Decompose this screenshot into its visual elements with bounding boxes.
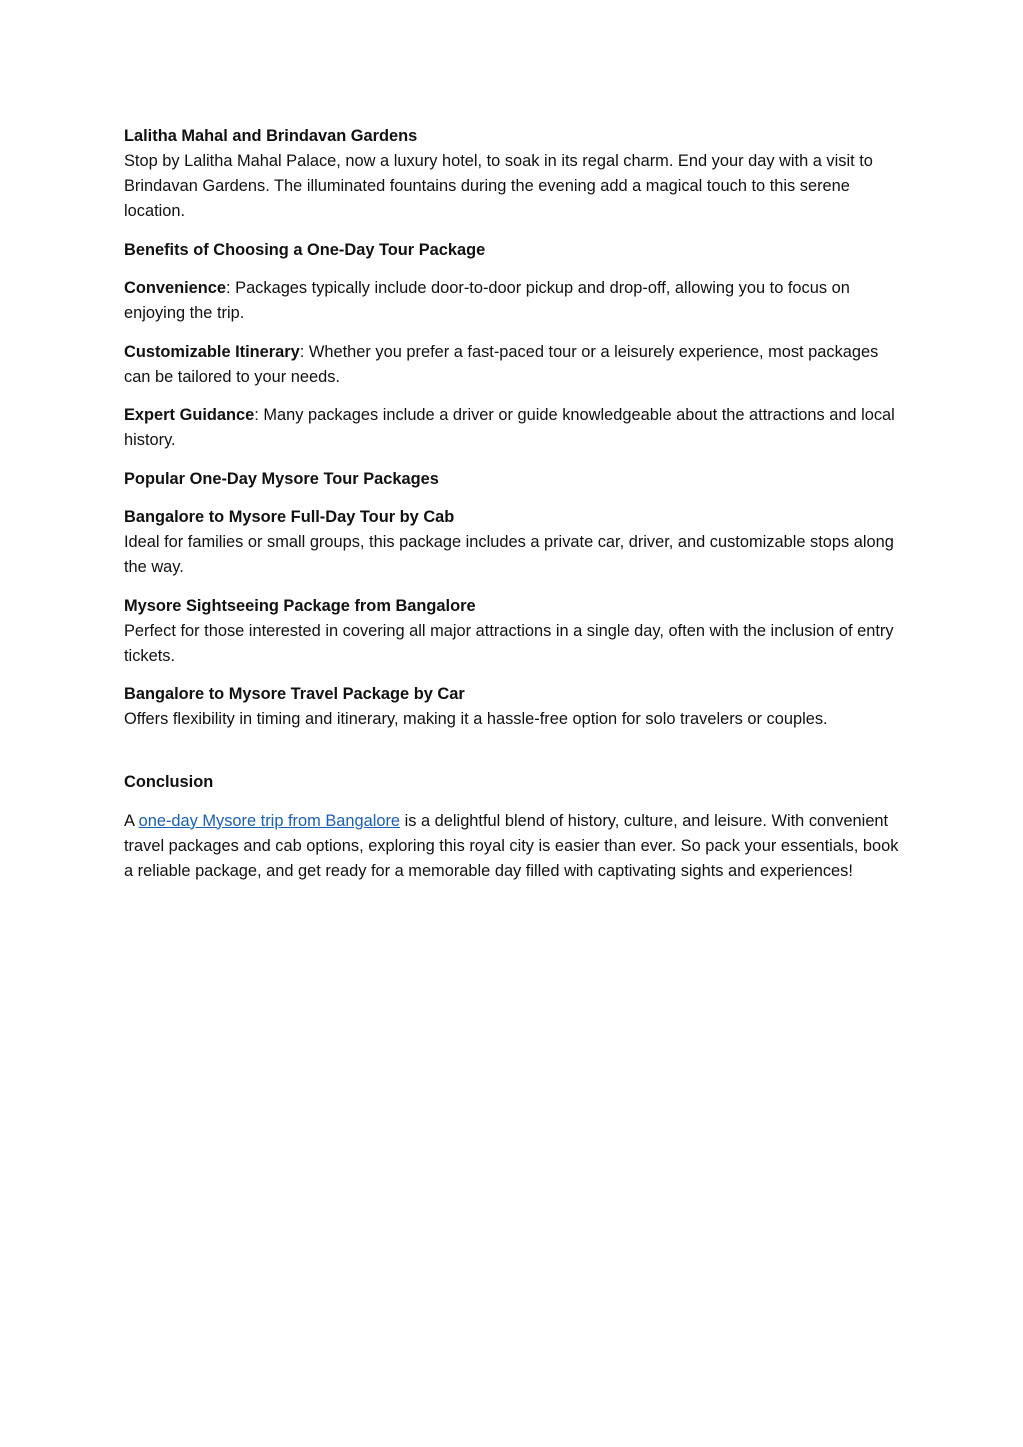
benefit-text: : Packages typically include door-to-door pickup and drop-off, allowing you to focus on enjoying the trip. — [124, 279, 850, 322]
package-title: Bangalore to Mysore Full-Day Tour by Cab — [124, 508, 455, 526]
conclusion-body — [124, 809, 899, 884]
benefit-text: : Many packages include a driver or guide knowledgeable about the attractions and local history. — [124, 406, 895, 449]
package-title: Bangalore to Mysore Travel Package by Car — [124, 685, 465, 703]
package-text: Ideal for families or small groups, this package includes a private car, driver, and customizable stops along the way. — [124, 533, 894, 576]
benefit-item — [124, 340, 899, 390]
benefit-item — [124, 403, 899, 453]
package-text: Perfect for those interested in covering all major attractions in a single day, often with the inclusion of entry tickets. — [124, 621, 894, 665]
package-text: Offers flexibility in timing and itinerary, making it a hassle-free option for solo travelers or couples. — [124, 710, 828, 728]
section-heading: Lalitha Mahal and Brindavan Gardens — [124, 127, 418, 145]
benefit-item — [124, 276, 899, 326]
benefit-term: Expert Guidance — [124, 406, 255, 424]
document-page — [124, 124, 899, 884]
package-item — [124, 505, 899, 580]
benefit-term: Customizable Itinerary — [124, 342, 300, 361]
conclusion-heading: Conclusion — [124, 773, 214, 791]
package-title: Mysore Sightseeing Package from Bangalore — [124, 596, 476, 615]
popular-heading: Popular One-Day Mysore Tour Packages — [124, 469, 439, 488]
benefit-text: : Whether you prefer a fast-paced tour or a leisurely experience, most packages can be tailored to your needs. — [124, 342, 879, 386]
conclusion-prefix: A — [124, 811, 139, 830]
conclusion-suffix: is a delightful blend of history, culture, and leisure. With convenient travel packages and cab options, exploring this royal city is easier than ever. So pack your essentials, book a reliable package, and get ready for a memorable day filled with captivating sights and experiences! — [124, 811, 899, 880]
section-body: Stop by Lalitha Mahal Palace, now a luxury hotel, to soak in its regal charm. End your day with a visit to Brindavan Gardens. The illuminated fountains during the evening add a magical touch to this serene location. — [124, 152, 873, 220]
mysore-trip-link[interactable]: one-day Mysore trip from Bangalore — [138, 811, 401, 830]
benefits-heading: Benefits of Choosing a One-Day Tour Package — [124, 240, 486, 259]
package-item — [124, 682, 899, 732]
benefit-term: Convenience — [124, 279, 227, 297]
section-lalitha — [124, 124, 899, 224]
package-item — [124, 594, 899, 669]
